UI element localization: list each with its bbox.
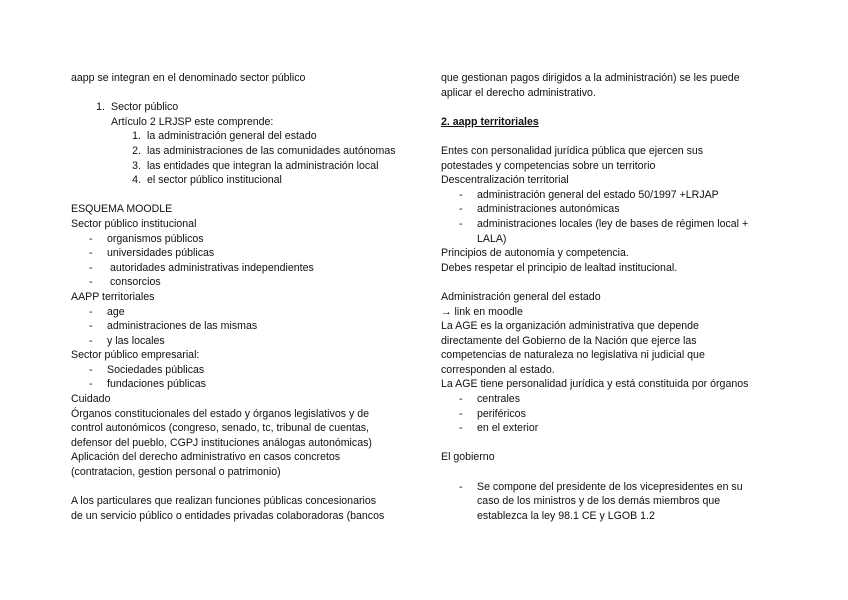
- bullet-item: [71, 363, 426, 378]
- paragraph-line: potestades y competencias sobre un territorio: [441, 159, 656, 172]
- paragraph-line: de un servicio público o entidades privadas colaboradoras (bancos: [71, 509, 385, 522]
- bullet-item: [71, 334, 426, 349]
- bullet-continuation: LALA): [477, 232, 507, 245]
- paragraph-line: defensor del pueblo, CGPJ instituciones análogas autonómicas): [71, 436, 372, 449]
- bullet-text: administraciones de las mismas: [107, 320, 258, 333]
- dash-bullet: -: [89, 261, 93, 274]
- bullet-item: [71, 377, 426, 392]
- paragraph-line: directamente del Gobierno de la Nación que ejerce las: [441, 334, 697, 347]
- list-item-label: el sector público institucional: [147, 174, 282, 187]
- paragraph-line: aplicar el derecho administrativo.: [441, 86, 596, 99]
- dash-bullet: -: [89, 320, 93, 333]
- paragraph-line: La AGE tiene personalidad jurídica y está constituida por órganos: [441, 378, 749, 391]
- paragraph-line: La AGE es la organización administrativa que depende: [441, 320, 699, 333]
- list-number: 4.: [132, 174, 141, 187]
- list-item-sector-publico: [71, 100, 426, 115]
- bullet-item: [441, 407, 781, 422]
- dash-bullet: -: [459, 480, 463, 493]
- dash-bullet: -: [459, 407, 463, 420]
- bullet-text: administración general del estado 50/1997 +LRJAP: [477, 188, 719, 201]
- sub-list-item: [71, 173, 426, 188]
- sub-list-item: [71, 144, 426, 159]
- dash-bullet: -: [459, 422, 463, 435]
- dash-bullet: -: [89, 363, 93, 376]
- bullet-text: administraciones autonómicas: [477, 203, 620, 216]
- bullet-item: [71, 305, 426, 320]
- dash-bullet: -: [89, 305, 93, 318]
- bullet-item: [441, 217, 781, 232]
- dash-bullet: -: [459, 203, 463, 216]
- bullet-text: autoridades administrativas independientes: [110, 261, 314, 274]
- paragraph-line: Entes con personalidad jurídica pública que ejercen sus: [441, 144, 704, 157]
- articulo-text: Artículo 2 LRJSP este comprende:: [111, 115, 274, 128]
- right-column: [441, 71, 781, 523]
- principios-text: Principios de autonomía y competencia.: [441, 247, 629, 260]
- bullet-item: [441, 202, 781, 217]
- paragraph-line: competencias de naturaleza no legislativa ni judicial que: [441, 349, 705, 362]
- bullet-text: organismos públicos: [107, 232, 204, 245]
- list-item-label: la administración general del estado: [147, 130, 317, 143]
- lealtad-text: Debes respetar el principio de lealtad institucional.: [441, 261, 678, 274]
- esquema-heading: ESQUEMA MOODLE: [71, 203, 173, 216]
- bullet-text: y las locales: [107, 334, 165, 347]
- bullet-text: periféricos: [477, 407, 526, 420]
- gobierno-heading: El gobierno: [441, 451, 495, 464]
- bullet-item: [71, 261, 426, 276]
- paragraph-line: corresponden al estado.: [441, 363, 555, 376]
- moodle-link-note: → link en moodle: [441, 305, 523, 318]
- sub-list-item: [71, 159, 426, 174]
- bullet-item: [71, 275, 426, 290]
- left-column: [71, 71, 426, 523]
- dash-bullet: -: [459, 217, 463, 230]
- bullet-text: administraciones locales (ley de bases de régimen local +: [477, 217, 749, 230]
- list-number: 1.: [132, 130, 141, 143]
- dash-bullet: -: [89, 276, 93, 289]
- list-item-label: Sector público: [111, 101, 179, 114]
- intro-text: aapp se integran en el denominado sector público: [71, 72, 306, 84]
- bullet-text: consorcios: [110, 276, 161, 289]
- bullet-item: [441, 392, 781, 407]
- bullet-continuation: establezca la ley 98.1 CE y LGOB 1.2: [477, 509, 655, 522]
- bullet-text: en el exterior: [477, 422, 539, 435]
- bullet-text: universidades públicas: [107, 247, 215, 260]
- list-number: 3.: [132, 159, 141, 172]
- sub-list-item: [71, 129, 426, 144]
- paragraph-line: que gestionan pagos dirigidos a la administración) se les puede: [441, 72, 740, 84]
- bullet-continuation: caso de los ministros y de los demás miembros que: [477, 495, 721, 508]
- bullet-item: [71, 319, 426, 334]
- dash-bullet: -: [459, 393, 463, 406]
- age-heading: Administración general del estado: [441, 290, 601, 303]
- descentralizacion-heading: Descentralización territorial: [441, 174, 569, 187]
- section-heading: 2. aapp territoriales: [441, 115, 539, 128]
- bullet-item: [71, 246, 426, 261]
- dash-bullet: -: [459, 188, 463, 201]
- bullet-item: [441, 188, 781, 203]
- bullet-item: [441, 421, 781, 436]
- spe-heading: Sector público empresarial:: [71, 349, 200, 362]
- list-number: 1.: [96, 101, 105, 114]
- list-item-label: las administraciones de las comunidades autónomas: [147, 144, 396, 157]
- bullet-item: [71, 232, 426, 247]
- bullet-text: Se compone del presidente de los vicepresidentes en su: [477, 480, 743, 493]
- bullet-text: fundaciones públicas: [107, 378, 206, 391]
- paragraph-line: Aplicación del derecho administrativo en casos concretos: [71, 451, 341, 464]
- paragraph-line: A los particulares que realizan funciones públicas concesionarios: [71, 495, 377, 508]
- bullet-text: Sociedades públicas: [107, 363, 205, 376]
- dash-bullet: -: [89, 334, 93, 347]
- paragraph-line: Órganos constitucionales del estado y órganos legislativos y de: [71, 407, 369, 420]
- dash-bullet: -: [89, 232, 93, 245]
- paragraph-line: (contratacion, gestion personal o patrimonio): [71, 466, 281, 479]
- paragraph-line: control autonómicos (congreso, senado, tc, tribunal de cuentas,: [71, 422, 369, 435]
- bullet-text: centrales: [477, 393, 520, 406]
- bullet-text: age: [107, 305, 125, 318]
- aapp-heading: AAPP territoriales: [71, 290, 155, 303]
- list-number: 2.: [132, 144, 141, 157]
- spi-heading: Sector público institucional: [71, 217, 197, 230]
- dash-bullet: -: [89, 378, 93, 391]
- list-item-label: las entidades que integran la administración local: [147, 159, 379, 172]
- bullet-item: [441, 480, 781, 495]
- dash-bullet: -: [89, 247, 93, 260]
- cuidado-text: Cuidado: [71, 393, 111, 406]
